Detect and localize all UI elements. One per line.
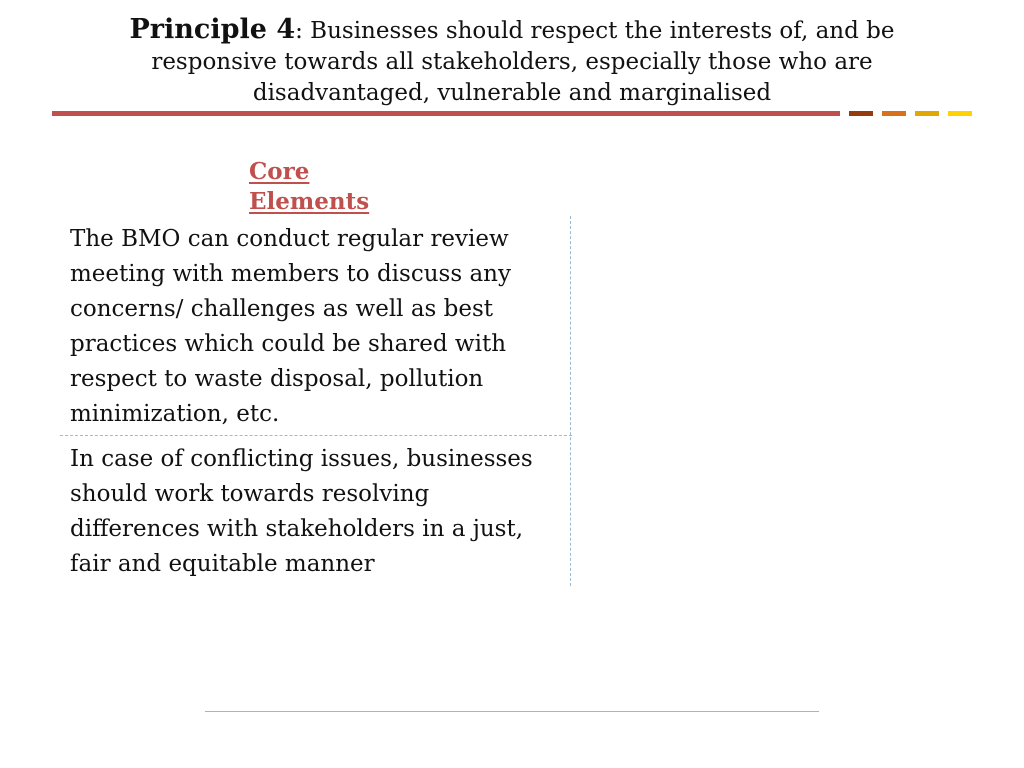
vertical-divider bbox=[570, 216, 571, 586]
slide-title bbox=[110, 14, 914, 109]
footer-divider bbox=[205, 711, 819, 712]
core-element-item: In case of conflicting issues, businesses should work towards resolving differences with stakeholders in a just, fair and equitable manner bbox=[70, 446, 533, 577]
principle-statement: : Businesses should respect the interests of, and be responsive towards all stakeholders, especially those who are disadvantaged, vulnerable and marginalised bbox=[151, 18, 895, 106]
horizontal-divider bbox=[60, 435, 572, 436]
accent-dash-1 bbox=[849, 111, 873, 116]
core-element-item: The BMO can conduct regular review meeting with members to discuss any concerns/ challenges as well as best practices which could be shared with respect to waste disposal, pollution minimization, etc. bbox=[70, 226, 511, 427]
principle-number: Principle 4 bbox=[129, 14, 296, 45]
accent-dash-4 bbox=[948, 111, 972, 116]
title-underline bbox=[52, 111, 840, 116]
core-elements-heading: Core Elements bbox=[249, 158, 370, 215]
accent-dash-2 bbox=[882, 111, 906, 116]
accent-dash-3 bbox=[915, 111, 939, 116]
